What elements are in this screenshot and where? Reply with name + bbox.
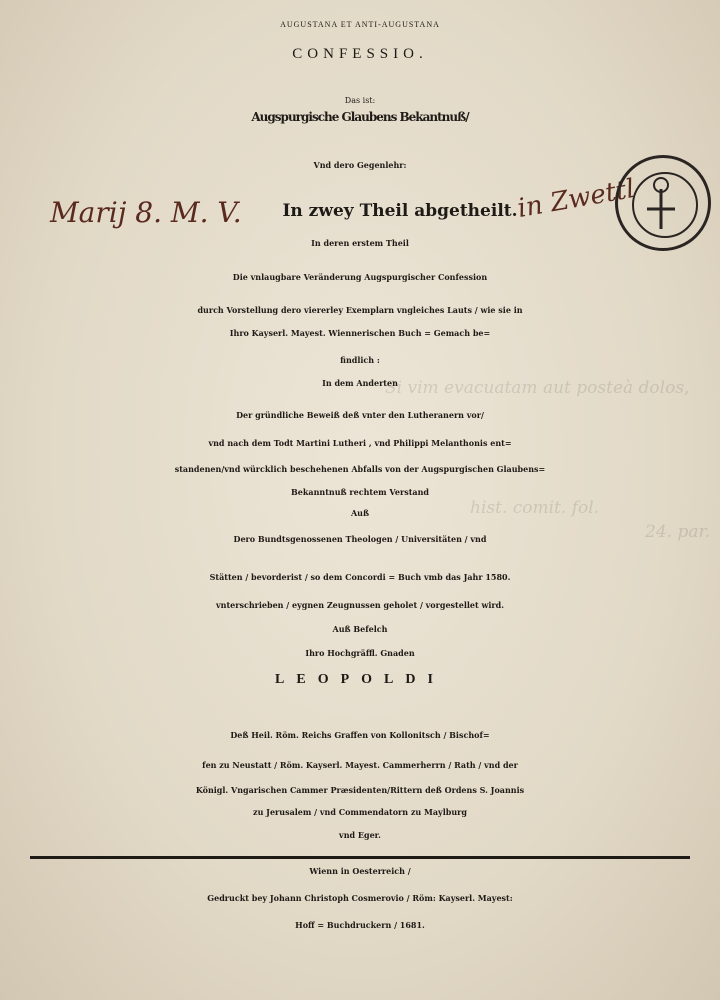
part-one-line: durch Vorstellung dero viererley Exemplarn vngleiches Lauts / wie sie in: [197, 305, 523, 315]
patron-line: fen zu Neustatt / Röm. Kayserl. Mayest. Cammerherrn / Rath / vnd der: [202, 760, 518, 770]
title-latin: AUGUSTANA ET ANTI-AUGUSTANA: [280, 20, 440, 29]
bleed-through-text: hist. comit. fol.: [470, 498, 600, 518]
patron-line: Deß Heil. Röm. Reichs Graffen von Kollonitsch / Bischof=: [230, 730, 490, 740]
by-order-line: Auß Befelch: [332, 624, 388, 634]
part-one-line: Ihro Kayserl. Mayest. Wiennerischen Buch = Gemach be=: [229, 328, 491, 338]
imprint-line: Hoff = Buchdruckern / 1681.: [295, 920, 425, 930]
title-confessio: CONFESSIO.: [292, 46, 428, 62]
bleed-through-text: Si vim evacuatam aut posteà dolos,: [385, 378, 690, 398]
patron-name: LEOPOLDI: [275, 672, 445, 687]
honorific-line: Ihro Hochgräffl. Gnaden: [305, 648, 415, 658]
title-german-line-1: Augspurgische Glaubens Bekantnuß/: [251, 110, 469, 124]
patron-line: vnd Eger.: [339, 830, 381, 840]
part-two-line: Der gründliche Beweiß deß vnter den Lutheranern vor/: [236, 410, 484, 420]
part-two-line: standenen/vnd würcklich beschehenen Abfalls von der Augspurgischen Glaubens=: [174, 464, 546, 474]
part-two-heading: In dem Anderten: [322, 378, 398, 388]
imprint-line: Gedruckt bey Johann Christoph Cosmerovio / Röm: Kayserl. Mayest:: [207, 893, 513, 903]
bleed-through-text: 24. par.: [645, 522, 711, 542]
aus-line: Auß: [350, 508, 370, 518]
source-line: Dero Bundtsgenossenen Theologen / Universitäten / vnd: [233, 534, 487, 544]
source-line: Stätten / bevorderist / so dem Concordi = Buch vmb das Jahr 1580.: [209, 572, 511, 582]
handwritten-note-right: in Zwettl: [515, 173, 637, 225]
title-german-line-2: Vnd dero Gegenlehr:: [313, 160, 407, 170]
part-one-heading: In deren erstem Theil: [311, 238, 409, 248]
source-line: vnterschrieben / eygnen Zeugnussen geholet / vorgestellet wird.: [216, 600, 504, 610]
division-line: In zwey Theil abgetheilt.: [282, 201, 518, 221]
patron-line: Königl. Vngarischen Cammer Præsidenten/Rittern deß Ordens S. Joannis: [195, 785, 525, 795]
imprint-rule: [30, 856, 690, 859]
part-one-line: Die vnlaugbare Veränderung Augspurgischer Confession: [232, 272, 488, 282]
part-two-line: vnd nach dem Todt Martini Lutheri , vnd Philippi Melanthonis ent=: [208, 438, 512, 448]
patron-line: zu Jerusalem / vnd Commendatorn zu Maylburg: [253, 807, 467, 817]
part-two-line: Bekanntnuß rechtem Verstand: [291, 487, 429, 497]
handwritten-note-left: Marij 8. M. V.: [50, 196, 242, 229]
imprint-line: Wienn in Oesterreich /: [309, 866, 411, 876]
library-stamp: [615, 155, 711, 251]
part-one-line: findlich :: [340, 355, 380, 365]
das-ist: Das ist:: [344, 96, 376, 105]
